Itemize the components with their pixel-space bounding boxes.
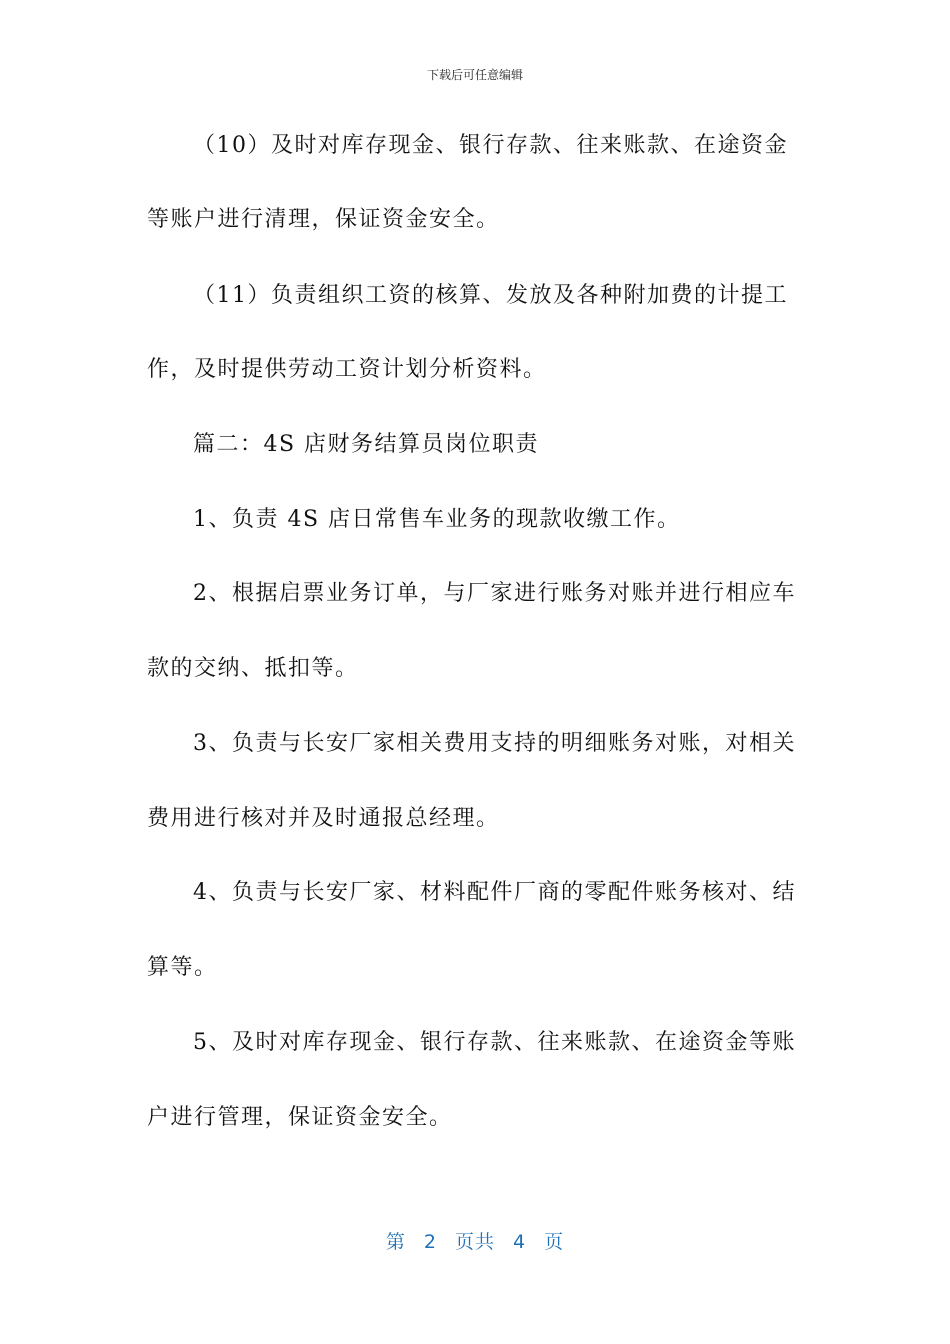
footer-middle: 页共 — [454, 1231, 495, 1253]
text-line-10: 费用进行核对并及时通报总经理。 — [147, 806, 500, 831]
text-line-4: 作，及时提供劳动工资计划分析资料。 — [147, 357, 547, 382]
footer-suffix: 页 — [544, 1231, 565, 1253]
text-line-1: （10）及时对库存现金、银行存款、往来账款、在途资金 — [193, 133, 788, 158]
text-line-3: （11）负责组织工资的核算、发放及各种附加费的计提工 — [193, 283, 788, 308]
page-header: 下载后可任意编辑 — [426, 68, 523, 82]
text-line-2: 等账户进行清理，保证资金安全。 — [147, 207, 500, 232]
footer-prefix: 第 — [385, 1231, 406, 1253]
text-line-9: 3、负责与长安厂家相关费用支持的明细账务对账，对相关 — [193, 731, 796, 756]
text-line-7: 2、根据启票业务订单，与厂家进行账务对账并进行相应车 — [193, 581, 796, 606]
page-footer — [0, 1227, 950, 1254]
text-line-8: 款的交纳、抵扣等。 — [147, 656, 359, 681]
text-line-12: 算等。 — [147, 955, 218, 980]
text-line-6: 1、负责 4S 店日常售车业务的现款收缴工作。 — [193, 507, 681, 532]
text-line-13: 5、及时对库存现金、银行存款、往来账款、在途资金等账 — [193, 1030, 796, 1055]
text-line-14: 户进行管理，保证资金安全。 — [147, 1105, 453, 1130]
section-heading: 篇二：4S 店财务结算员岗位职责 — [193, 432, 540, 457]
footer-total-pages: 4 — [513, 1231, 527, 1253]
text-line-11: 4、负责与长安厂家、材料配件厂商的零配件账务核对、结 — [193, 880, 796, 905]
footer-current-page: 2 — [423, 1231, 437, 1253]
